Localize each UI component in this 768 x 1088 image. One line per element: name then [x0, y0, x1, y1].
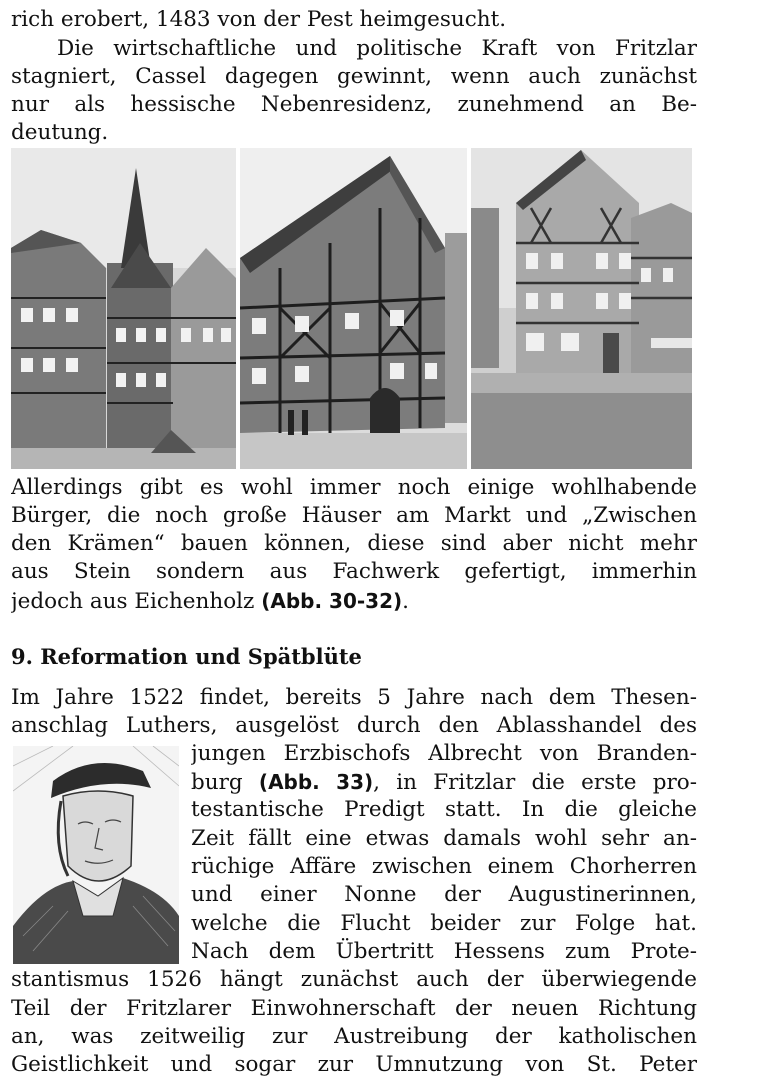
figure-reference: (Abb. 30-32) [261, 589, 403, 613]
text-line: Bürger, die noch große Häuser am Markt und „Zwischen [11, 503, 697, 528]
text-line: Zeit fällt eine etwas damals wohl sehr an- [191, 826, 697, 851]
portrait-drawing [13, 746, 179, 964]
text-line: Allerdings gibt es wohl immer noch einige wohlhabende [11, 475, 697, 500]
text-line: Nach dem Übertritt Hessens zum Prote- [191, 939, 697, 964]
text-line: testantische Predigt statt. In die gleiche [191, 797, 697, 822]
text-line: deutung. [11, 120, 109, 145]
text-line: Geistlichkeit und sogar zur Umnutzung von St. Peter [11, 1052, 697, 1077]
text-line: stagniert, Cassel dagegen gewinnt, wenn auch zunächst [11, 64, 697, 89]
text-line: rüchige Affäre zwischen einem Chorherren [191, 854, 697, 879]
text-line: nur als hessische Nebenresidenz, zunehmend an Be- [11, 92, 697, 117]
text-line: an, was zeitweilig zur Austreibung der katholischen [11, 1024, 697, 1049]
photo-timbered-house [240, 148, 467, 469]
text-fragment: . [402, 589, 409, 614]
text-line: und einer Nonne der Augustinerinnen, [191, 882, 697, 907]
text-fragment: jedoch aus Eichenholz [11, 589, 262, 614]
text-line [11, 587, 697, 616]
section-heading: 9. Reformation und Spätblüte [11, 644, 362, 669]
text-line: jungen Erzbischofs Albrecht von Branden- [191, 741, 697, 766]
text-line: stantismus 1526 hängt zunächst auch der überwiegende [11, 967, 697, 992]
figure-reference: (Abb. 33) [258, 770, 374, 794]
text-line: aus Stein sondern aus Fachwerk gefertigt, immerhin [11, 559, 697, 584]
photo-market-houses [11, 148, 236, 469]
text-line [191, 768, 697, 797]
text-line: den Krämen“ bauen können, diese sind aber nicht mehr [11, 531, 697, 556]
text-fragment: burg [191, 770, 259, 795]
text-line: rich erobert, 1483 von der Pest heimgesucht. [11, 7, 507, 32]
text-fragment: , in Fritzlar die erste pro- [373, 770, 697, 795]
text-line: Teil der Fritzlarer Einwohnerschaft der neuen Richtung [11, 996, 697, 1021]
photo-street-houses [471, 148, 692, 469]
text-line: Die wirtschaftliche und politische Kraft von Fritzlar [57, 36, 697, 61]
text-line: welche die Flucht beider zur Folge hat. [191, 911, 697, 936]
text-line: Im Jahre 1522 findet, bereits 5 Jahre nach dem Thesen- [11, 685, 697, 710]
text-line: anschlag Luthers, ausgelöst durch den Ablasshandel des [11, 713, 697, 738]
